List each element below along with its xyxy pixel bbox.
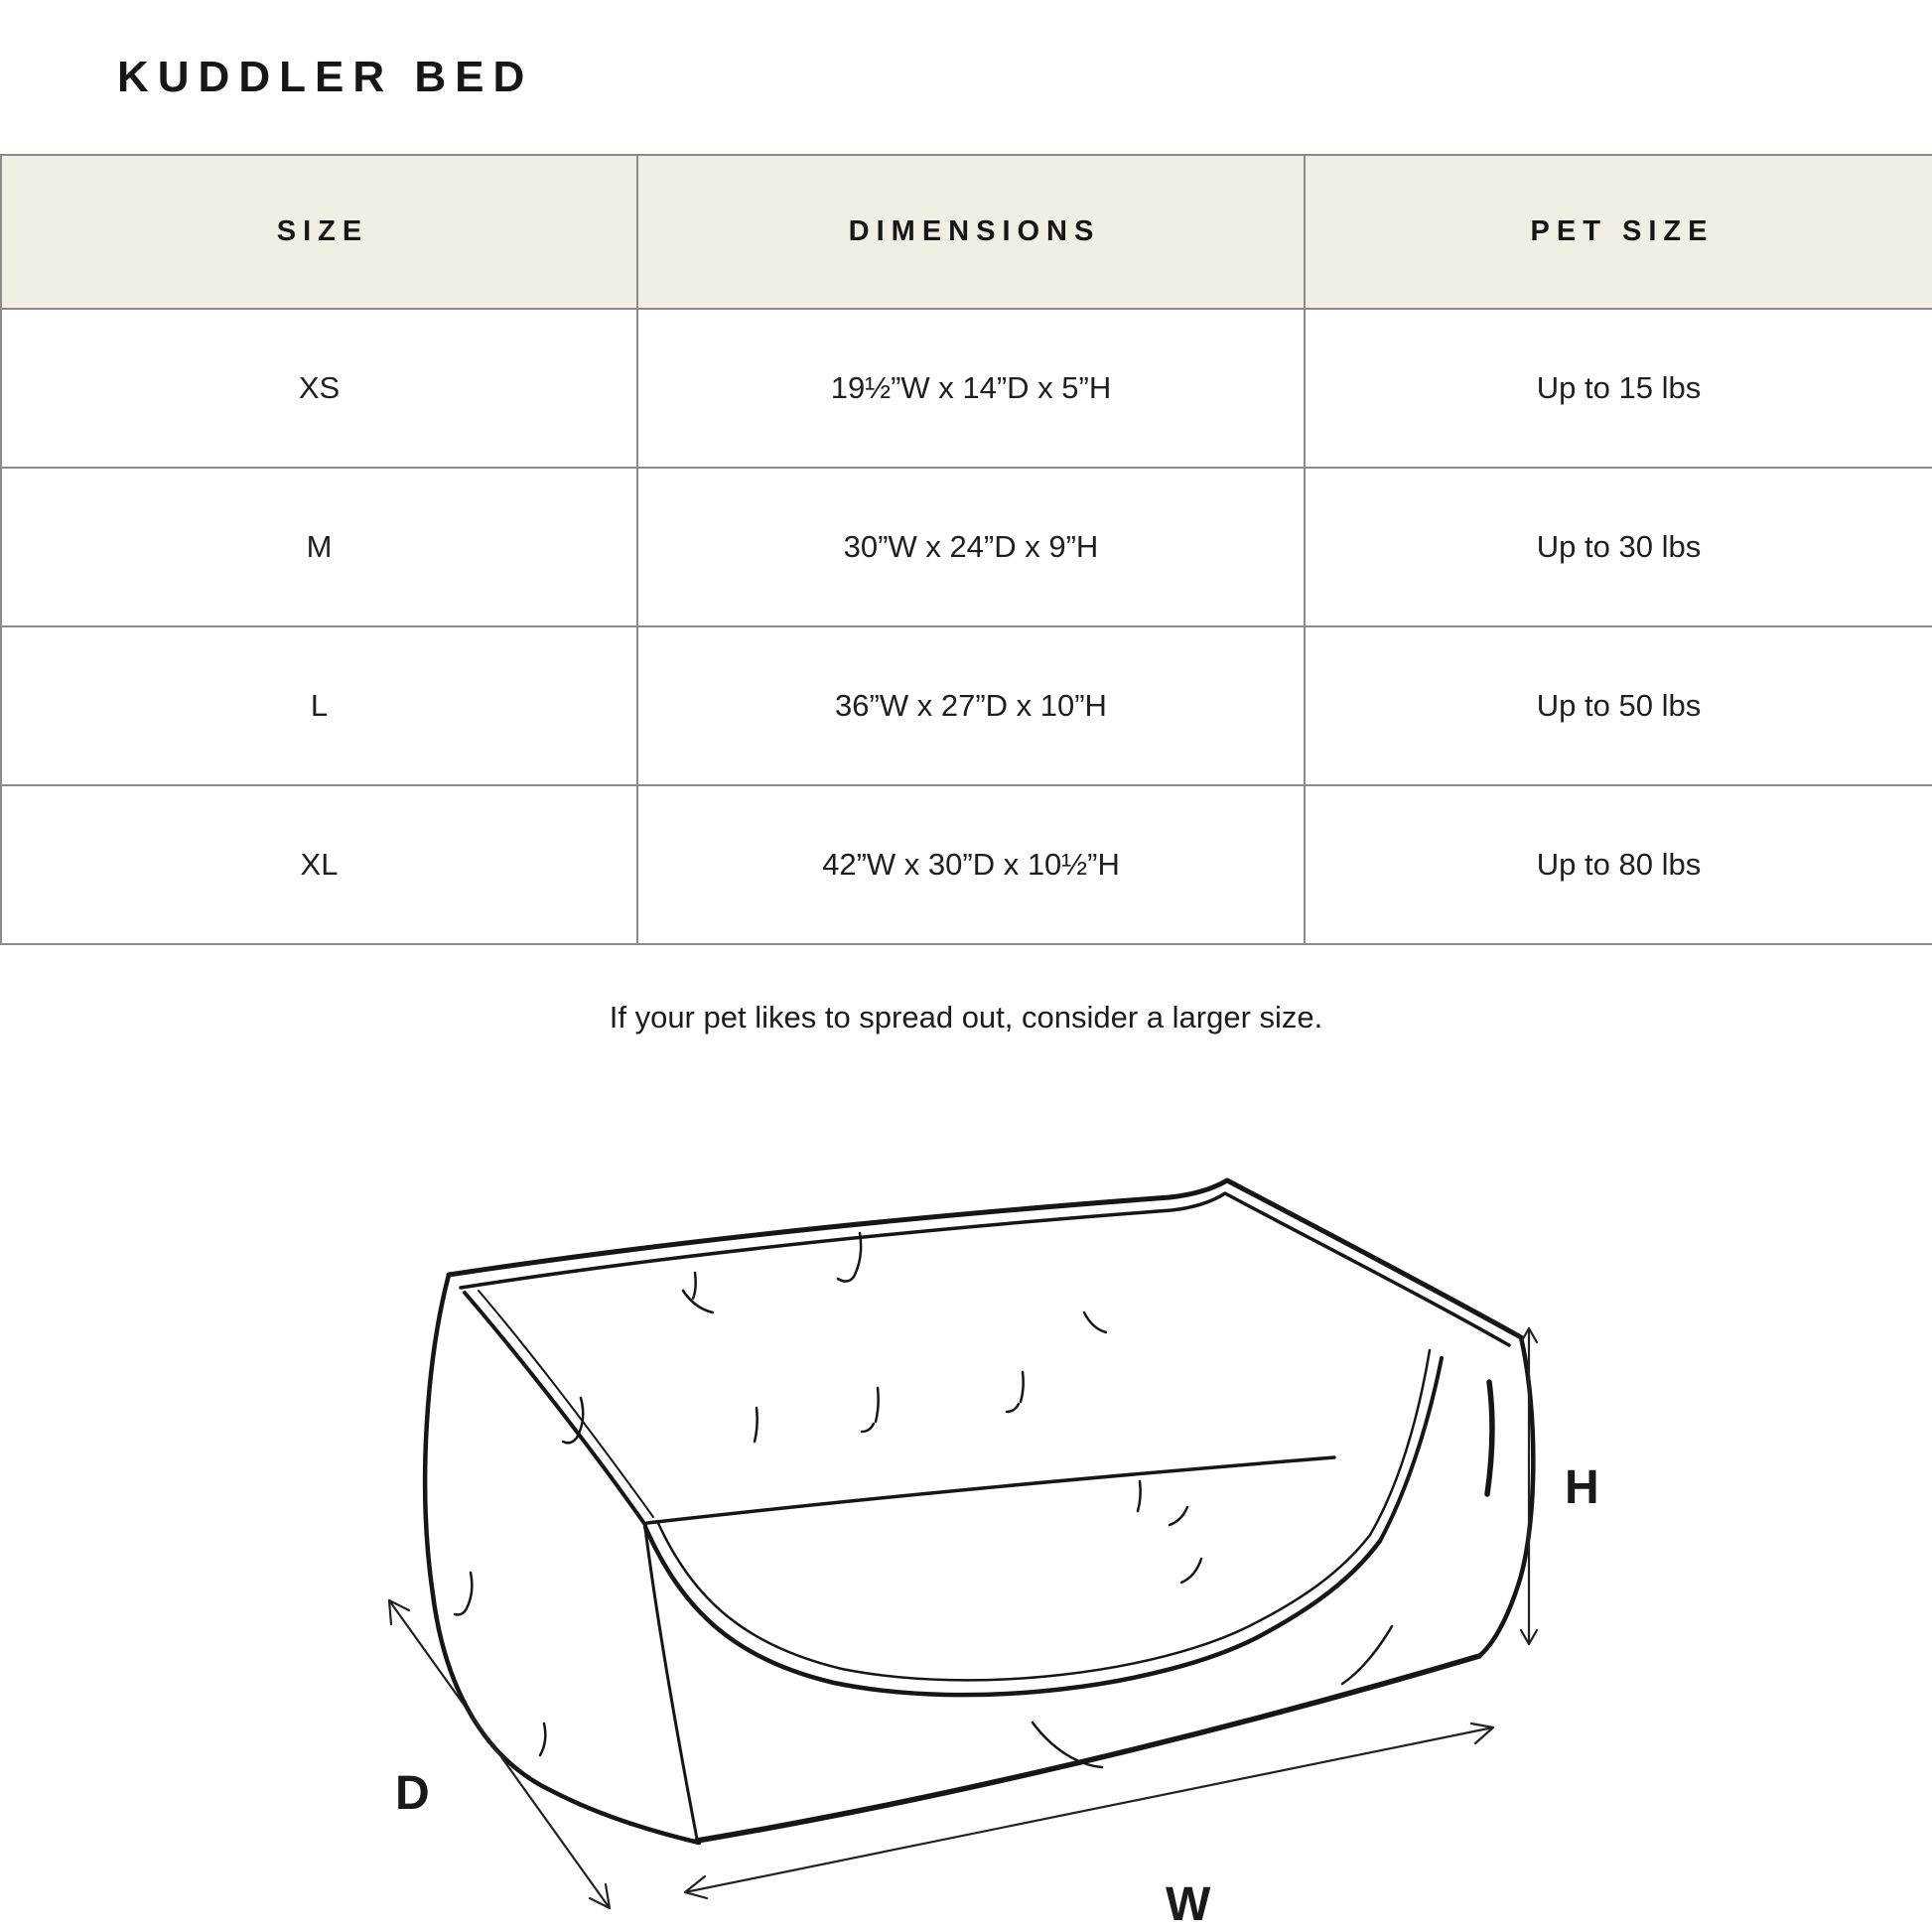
size-chart-table [0, 154, 1932, 945]
column-header-pet-size: PET SIZE [1305, 155, 1932, 309]
title-bar [0, 0, 1932, 154]
pet-size-cell: Up to 15 lbs [1305, 309, 1932, 468]
table-row-xs [1, 309, 1932, 468]
table-row-xl [1, 785, 1932, 944]
column-header-dimensions: DIMENSIONS [637, 155, 1305, 309]
width-label: W [1166, 1878, 1211, 1931]
size-cell: XL [1, 785, 637, 944]
dimensions-cell: 19½”W x 14”D x 5”H [637, 309, 1305, 468]
size-cell: M [1, 468, 637, 626]
pet-size-cell: Up to 30 lbs [1305, 468, 1932, 626]
bed-outline [425, 1180, 1533, 1843]
note-row [0, 945, 1932, 1089]
dimensions-cell: 36”W x 27”D x 10”H [637, 626, 1305, 785]
column-header-size: SIZE [1, 155, 637, 309]
depth-arrow [389, 1600, 610, 1908]
table-row-l [1, 626, 1932, 785]
dimensions-cell: 42”W x 30”D x 10½”H [637, 785, 1305, 944]
bed-sketch-diagram [0, 1074, 1932, 1932]
size-cell: XS [1, 309, 637, 468]
size-cell: L [1, 626, 637, 785]
dimensions-cell: 30”W x 24”D x 9”H [637, 468, 1305, 626]
pet-size-cell: Up to 80 lbs [1305, 785, 1932, 944]
header-row [1, 155, 1932, 309]
table-row-m [1, 468, 1932, 626]
sizing-note: If your pet likes to spread out, consider a larger size. [609, 999, 1323, 1035]
depth-label: D [395, 1767, 430, 1820]
page-title: KUDDLER BED [117, 52, 534, 101]
height-label: H [1565, 1461, 1599, 1514]
pet-size-cell: Up to 50 lbs [1305, 626, 1932, 785]
width-arrow [685, 1724, 1493, 1898]
